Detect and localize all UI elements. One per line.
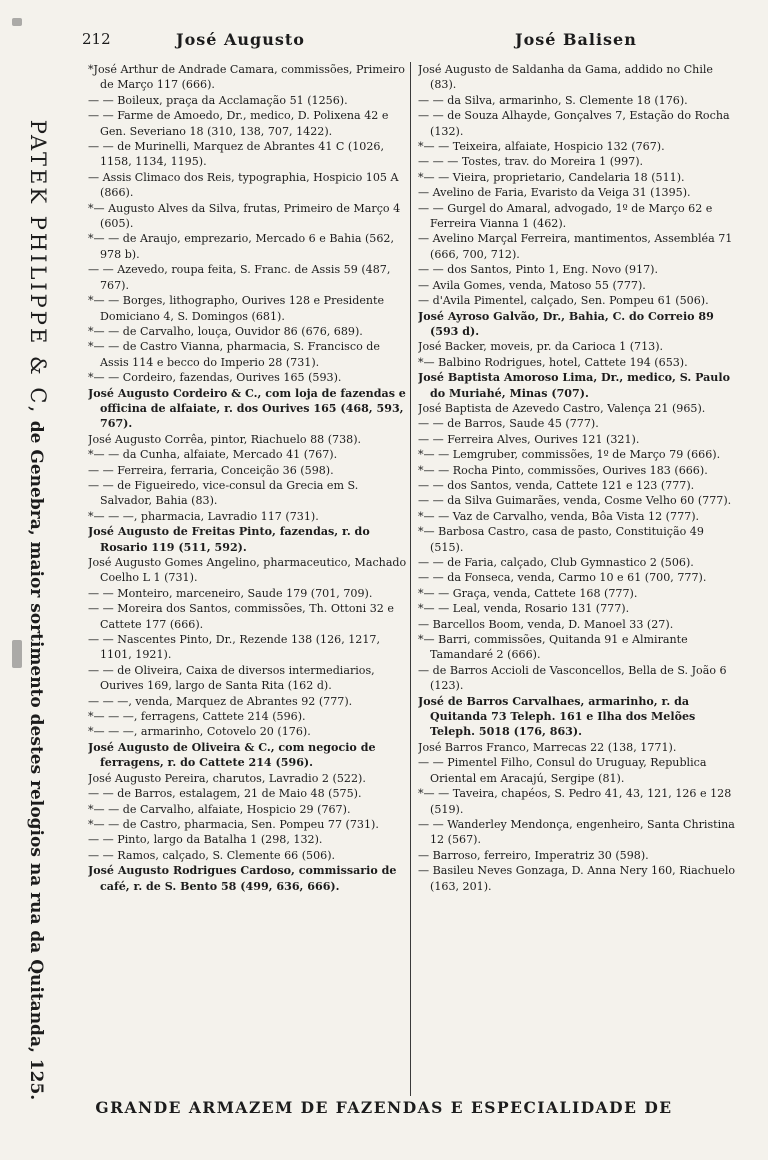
directory-entry: — — de Faria, calçado, Club Gymnastico 2 (506). [418,556,694,569]
directory-entry: *— — de Carvalho, alfaiate, Hospicio 29 (767). [88,802,351,816]
directory-entry: *— — Rocha Pinto, commissões, Ourives 183 (666). [418,463,708,477]
directory-entry: José Augusto Corrêa, pintor, Riachuelo 88 (738). [88,432,362,446]
directory-entry: José de Barros Carvalhaes, armarinho, r. da Quitanda 73 Teleph. 161 e Ilha dos Melões Teleph. 5018 (176, 863). [418,694,696,739]
directory-entry: — — de Barros, estalagem, 21 de Maio 48 (575). [88,787,362,801]
directory-entry: *— Augusto Alves da Silva, frutas, Primeiro de Março 4 (605). [88,201,401,231]
directory-entry: José Baptista de Azevedo Castro, Valença 21 (965). [418,401,706,415]
directory-entry: José Ayroso Galvão, Dr., Bahia, C. do Correio 89 (593 d). [418,309,714,338]
directory-entry: José Augusto Rodrigues Cardoso, commissario de café, r. de S. Bento 58 (499, 636, 666). [88,864,397,893]
directory-entry: — — Monteiro, marceneiro, Saude 179 (701, 709). [88,586,373,600]
page-number: 212 [82,30,111,48]
directory-entry: — — da Silva Guimarães, venda, Cosme Velho 60 (777). [418,494,732,508]
page-footer-advert: GRANDE ARMAZEM DE FAZENDAS E ESPECIALIDADE DE [95,1098,673,1117]
directory-entry: *— Balbino Rodrigues, hotel, Cattete 194 (653). [418,355,688,369]
directory-entry: — — Gurgel do Amaral, advogado, 1º de Março 62 e Ferreira Vianna 1 (462). [418,201,713,231]
directory-entry: José Augusto de Oliveira & C., com negocio de ferragens, r. do Cattete 214 (596). [88,740,376,770]
directory-entry: — — de Barros, Saude 45 (777). [418,417,599,431]
directory-entry: *— — da Cunha, alfaiate, Mercado 41 (767). [88,448,338,462]
directory-entry: — Barcellos Boom, venda, D. Manoel 33 (27). [418,617,674,631]
directory-entry: — — Nascentes Pinto, Dr., Rezende 138 (126, 1217, 1101, 1921). [88,633,381,662]
directory-entry: *— — —, ferragens, Cattete 214 (596). [88,710,306,724]
directory-entry: — — Ferreira, ferraria, Conceição 36 (598). [88,463,334,477]
directory-entry: *— — Borges, lithographo, Ourives 128 e Presidente Domiciano 4, S. Domingos (681). [88,294,385,323]
directory-entry: — d'Avila Pimentel, calçado, Sen. Pompeu 61 (506). [418,294,709,308]
directory-entry: — Avila Gomes, venda, Matoso 55 (777). [418,278,646,292]
directory-entry: — — Boileux, praça da Acclamação 51 (1256). [88,93,348,107]
left-column [88,62,410,1096]
directory-entry: *— — de Araujo, emprezario, Mercado 6 e Bahia (562, 978 b). [88,232,394,261]
directory-entry: *— — —, armarinho, Cotovelo 20 (176). [88,725,311,739]
directory-entry: *— — Lemgruber, commissões, 1º de Março 79 (666). [418,448,721,462]
directory-entry: *— Barbosa Castro, casa de pasto, Constituição 49 (515). [418,525,704,554]
directory-entry: — Assis Climaco dos Reis, typographia, Hospicio 105 A (866). [88,170,399,200]
directory-entry: *— — Vaz de Carvalho, venda, Bôa Vista 12 (777). [418,509,700,523]
directory-entry: — — da Silva, armarinho, S. Clemente 18 (176). [418,93,688,107]
directory-entry: — — Pinto, largo da Batalha 1 (298, 132). [88,833,323,847]
directory-entry: — — de Figueiredo, vice-consul da Grecia em S. Salvador, Bahia (83). [88,478,359,508]
directory-entry: *— — de Castro, pharmacia, Sen. Pompeu 77 (731). [88,817,379,831]
running-head-left: José Augusto [176,30,305,49]
side-ad-brand: PATEK PHILIPPE & C, [26,119,50,416]
right-column [418,62,740,1096]
directory-entry: — — Azevedo, roupa feita, S. Franc. de Assis 59 (487, 767). [88,263,391,292]
directory-entry: José Augusto Gomes Angelino, pharmaceutico, Machado Coelho L 1 (731). [88,556,407,585]
directory-entry: — — Moreira dos Santos, commissões, Th. Ottoni 32 e Cattete 177 (666). [88,602,394,631]
directory-entry: José Augusto Cordeiro & C., com loja de fazendas e officina de alfaiate, r. dos Ourives 165 (468, 593, 767). [88,386,406,431]
directory-entry: — — dos Santos, Pinto 1, Eng. Novo (917). [418,263,659,277]
side-advertisement [10,60,50,1160]
directory-entry: José Barros Franco, Marrecas 22 (138, 1771). [418,740,677,754]
directory-entry: — — dos Santos, venda, Cattete 121 e 123 (777). [418,478,695,492]
running-head-right: José Balisen [515,30,637,49]
side-ad-text: de Genebra, maior sortimento destes relogios na rua da Quitanda, 125. [26,420,46,1101]
directory-entry: — Avelino de Faria, Evaristo da Veiga 31 (1395). [418,186,691,200]
margin-mark [12,18,22,26]
directory-entry: *— — de Castro Vianna, pharmacia, S. Francisco de Assis 114 e becco do Imperio 28 (731). [88,340,380,369]
directory-entry: *José Arthur de Andrade Camara, commissões, Primeiro de Março 117 (666). [88,63,405,92]
directory-entry: — — Ferreira Alves, Ourives 121 (321). [418,432,640,446]
directory-entry: — Barroso, ferreiro, Imperatriz 30 (598). [418,848,649,862]
directory-entry: José Augusto Pereira, charutos, Lavradio 2 (522). [88,771,366,785]
directory-entry: — — de Oliveira, Caixa de diversos intermediarios, Ourives 169, largo de Santa Rita (162 d). [88,663,375,693]
directory-entry: José Baptista Amoroso Lima, Dr., medico, S. Paulo do Muriahé, Minas (707). [418,371,730,400]
page-header [0,30,768,54]
directory-entry: — — — Tostes, trav. do Moreira 1 (997). [418,155,644,169]
column-divider [410,62,411,1096]
directory-entry: *— — de Carvalho, louça, Ouvidor 86 (676, 689). [88,324,363,338]
directory-entry: José Augusto de Freitas Pinto, fazendas, r. do Rosario 119 (511, 592). [88,525,370,554]
directory-entry: — — Farme de Amoedo, Dr., medico, D. Polixena 42 e Gen. Severiano 18 (310, 138, 707, 1422). [88,109,389,138]
directory-entry: *— — Graça, venda, Cattete 168 (777). [418,586,638,600]
directory-entry: — Avelino Marçal Ferreira, mantimentos, Assembléa 71 (666, 700, 712). [418,232,733,261]
directory-entry: *— — Vieira, proprietario, Candelaria 18 (511). [418,170,685,184]
directory-entry: José Augusto de Saldanha da Gama, addido no Chile (83). [418,63,713,92]
directory-entry: — — de Murinelli, Marquez de Abrantes 41 C (1026, 1158, 1134, 1195). [88,140,385,169]
directory-entry: — Basileu Neves Gonzaga, D. Anna Nery 160, Riachuelo (163, 201). [418,864,736,893]
directory-entry: — — —, venda, Marquez de Abrantes 92 (777). [88,694,353,708]
directory-entry: José Backer, moveis, pr. da Carioca 1 (713). [418,340,664,354]
directory-entry: *— — —, pharmacia, Lavradio 117 (731). [88,509,319,523]
directory-entry: *— Barri, commissões, Quitanda 91 e Almirante Tamandaré 2 (666). [418,633,688,662]
directory-entry: — — Pimentel Filho, Consul do Uruguay, Republica Oriental em Aracajú, Sergipe (81). [418,756,707,785]
directory-entry: — — da Fonseca, venda, Carmo 10 e 61 (700, 777). [418,571,707,585]
directory-entry: *— — Teixeira, alfaiate, Hospicio 132 (767). [418,140,665,154]
directory-entry: *— — Taveira, chapéos, S. Pedro 41, 43, 121, 126 e 128 (519). [418,787,732,816]
directory-entry: *— — Cordeiro, fazendas, Ourives 165 (593). [88,371,342,385]
directory-entry: *— — Leal, venda, Rosario 131 (777). [418,602,630,616]
directory-entry: — — Ramos, calçado, S. Clemente 66 (506). [88,848,336,862]
directory-entry: — — de Souza Alhayde, Gonçalves 7, Estação do Rocha (132). [418,109,730,138]
directory-entry: — de Barros Accioli de Vasconcellos, Bella de S. João 6 (123). [418,663,727,693]
directory-entry: — — Wanderley Mendonça, engenheiro, Santa Christina 12 (567). [418,817,735,847]
